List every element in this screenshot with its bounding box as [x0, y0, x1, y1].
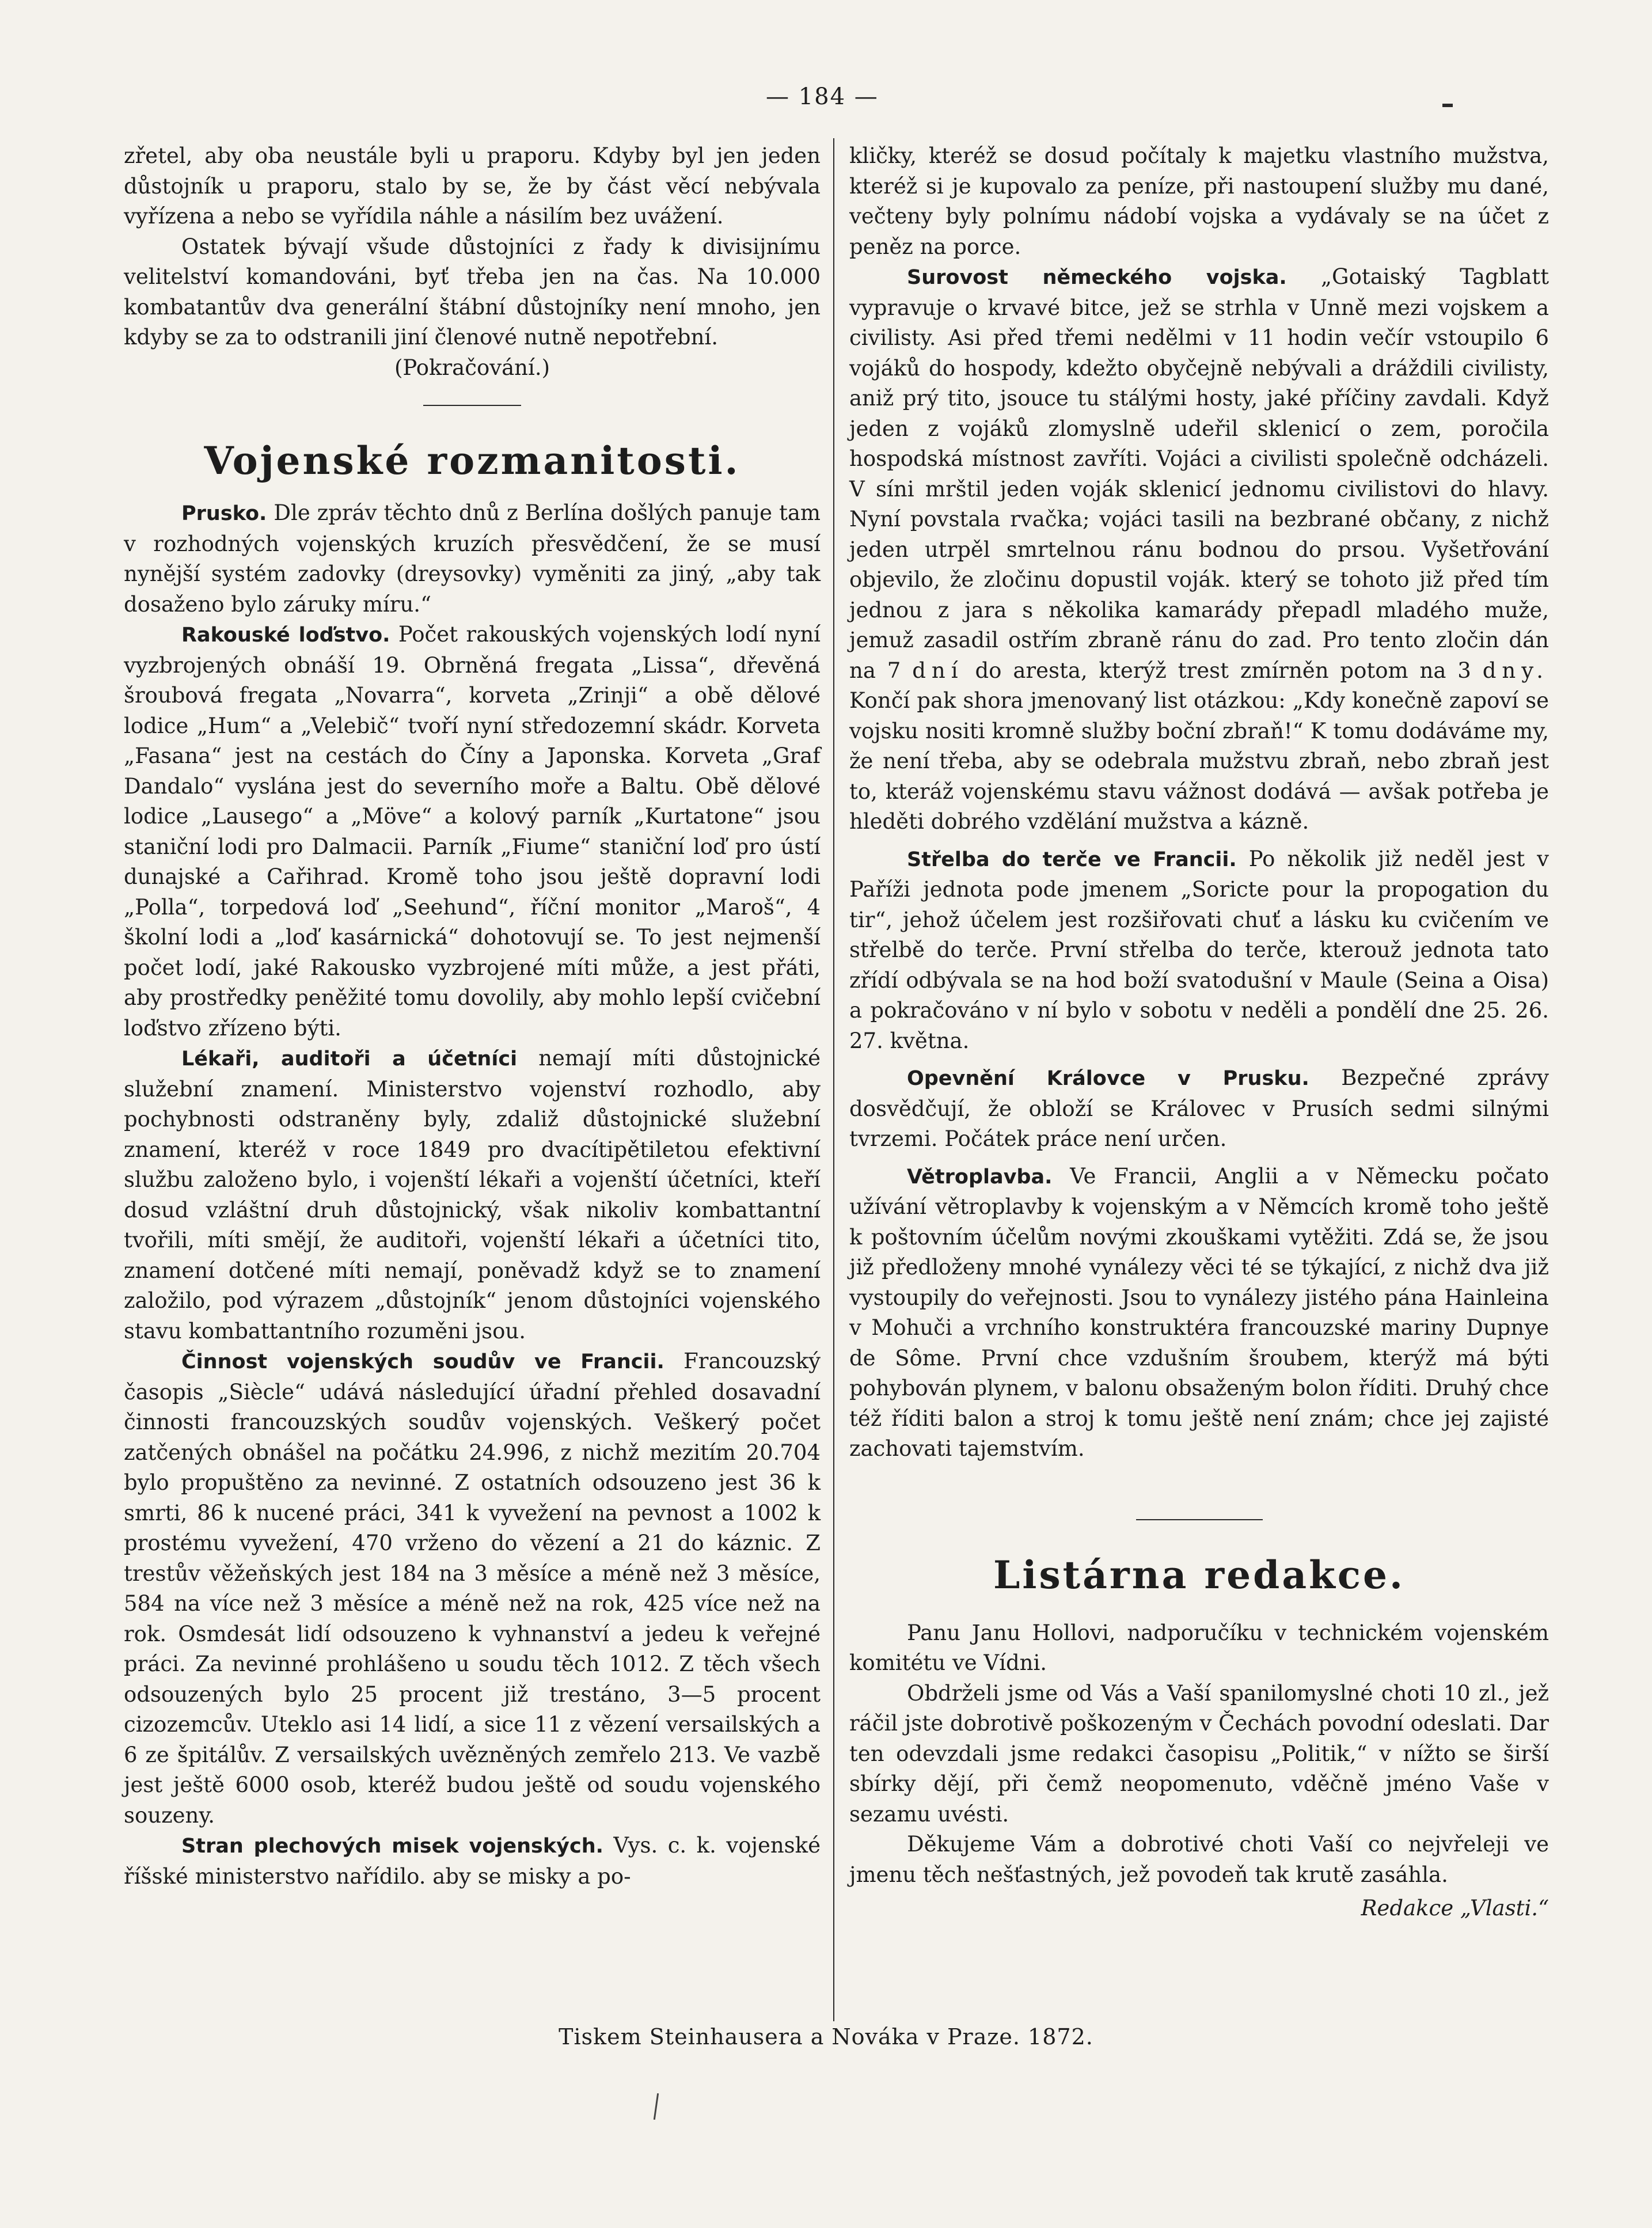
page-number: — 184 —: [766, 83, 879, 110]
listarna-paragraph: Obdrželi jsme od Vás a Vaší spanilomyslné choti 10 zl., jež ráčil jste dobrotivě poškozeným v Čechách povodní odeslati. Dar ten odevzdali jsme redakci časopisu „Politik,“ v nížto se širší sbírky dějí, při čemž neopomenuto, vděčně jméno Vaše v sezamu uvésti.: [849, 1680, 1549, 1827]
article-heading: Větroplavba.: [907, 1165, 1053, 1189]
article-plechove-misky: [124, 1831, 821, 1892]
article-body: Počet rakouských vojenských lodí nyní vyzbrojených obnáší 19. Obrněná fregata „Lissa“, dřevěná šroubová fregata „Novarra“, korveta „Zrinji“ a obě dělové lodice „Hum“ a „Velebič“ tvoří nyní středozemní skádr. Korveta „Fasana“ jest na cestách do Číny a Japonska. Korveta „Graf Dandalo“ vyslána jest do severního moře a Baltu. Obě dělové lodice „Lausego“ a „Möve“ a kolový parník „Kurtatone“ jsou staniční lodi pro Dalmacii. Parník „Fiume“ staniční loď pro ústí dunajské a Cařihrad. Kromě toho jsou ještě dopravní lodi „Polla“, torpedová loď „Seehund“, říční monitor „Maroš“, 4 školní lodi a „loď kasárnická“ dohotovují se. To jest nejmenší počet lodí, jaké Rakousko vyzbrojené míti může, a jest přáti, aby prostředky peněžité tomu dovolily, aby mohlo lepší cvičební loďstvo zřízeno býti.: [124, 622, 821, 1041]
listarna-address: Panu Janu Hollovi, nadporučíku v technickém vojenském komitétu ve Vídni.: [849, 1620, 1549, 1675]
right-column: [849, 141, 1549, 1924]
ostatek-paragraph: Ostatek bývají všude důstojníci z řady k divisijnímu velitelství komandováni, byť třeba jen na čas. Na 10.000 kombatantův dva generální štábní důstojníky není mnoho, jen kdyby se za to odstranili jiní členové nutně nepotřební.: [124, 234, 821, 350]
article-rakouske-lodstvo: [124, 620, 821, 1043]
article-heading: Lékaři, auditoři a účetníci: [181, 1047, 518, 1071]
article-body: Po několik již neděl jest v Paříži jednota pode jmenem „Soricte pour la propogation du tir“, jehož účelem jest rozšiřovati chuť a lásku ku cvičením ve střelbě do terče. První střelba do terče, kterouž jednota tato zřídí odbývala se na hod boží svatodušní v Maule (Seina a Oisa) a pokračováno v ní bylo v sobotu v neděli a pondělí dne 25. 26. 27. května.: [849, 846, 1550, 1053]
spaced-word: dny.: [1482, 658, 1549, 683]
pencil-mark: [654, 2093, 659, 2120]
article-surovost: [849, 262, 1549, 837]
article-heading: Surovost německého vojska.: [907, 266, 1287, 289]
article-prusko: [124, 498, 821, 620]
article-body: Končí pak shora jmenovaný list otázkou: „Kdy konečně zapoví se vojsku nositi kromně služby boční zbraň!“ K tomu dodáváme my, že není třeba, aby se odebrala mužstvu zbraň, nebo zbraň jest to, kteráž vojenskému stavu vážnost dodává — avšak potřeba je hleděti dobrého vzdělání mužstva a kázně.: [849, 688, 1549, 834]
left-continuation-paragraph: zřetel, aby oba neustále byli u praporu. Kdyby byl jen jeden důstojník u praporu, stalo by se, že by část věcí nebývala vyřízena a nebo se vyřídila náhle a násilím bez uvážení.: [124, 143, 821, 229]
article-body: Bezpečné zprávy dosvědčují, že obloží se Královec v Prusích sedmi silnými tvrzemi. Počátek práce není určen.: [849, 1065, 1550, 1151]
article-cinnost-soudu: [124, 1346, 821, 1831]
article-body: Dle zpráv těchto dnů z Berlína došlých panuje tam v rozhodných vojenských kruzích přesvědčení, že se musí nynější systém zadovky (dreysovky) vyměniti za jiný, „aby tak dosaženo bylo záruky míru.“: [124, 500, 821, 617]
article-body: do aresta, kterýž trest zmírněn potom na 3: [975, 658, 1471, 683]
article-body: Ve Francii, Anglii a v Německu počato užívání větroplavby k vojenským a v Němcích kromě toho ještě k poštovním účelům novými zkouškami vytěžiti. Zdá se, že jsou již předloženy mnohé vynálezy věci té se týkající, z nichž dva již vystoupily do veřejnosti. Jsou to vynálezy jistého pána Hainleina v Mohuči a vrchního konstruktéra francouzské mariny Dupnye de Sôme. První chce vzdušním šroubem, kterýž má býti pohybován plynem, v balonu obsaženým bolon říditi. Druhý chce též říditi balon a stroj k tomu ještě není znám; chce jej zajisté zachovati tajemstvím.: [849, 1163, 1550, 1461]
article-heading: Střelba do terče ve Francii.: [907, 848, 1237, 871]
article-lekari: [124, 1043, 821, 1346]
article-body: Vys. c. k. vojenské říšské ministerstvo nařídilo. aby se misky a po-: [124, 1833, 821, 1889]
listarna-title: Listárna redakce.: [993, 1552, 1405, 1597]
article-body: Francouzský časopis „Siècle“ udává následující úřadní přehled dosavadní činnosti francouzských soudův vojenských. Veškerý počet zatčených obnášel na počátku 24.996, z nichž mezitím 20.704 bylo propuštěno za nevinné. Z ostatních odsouzeno jest 36 k smrti, 86 k nucené práci, 341 k vyvežení na pevnost a 1002 k prostému vyvežení, 470 vrženo do vězení a 21 do káznic. Z trestův věžeňských jest 184 na 3 měsíce a méně než 3 měsíce, 584 na více než 3 měsíce a méně než na rok, 425 více než na rok. Osmdesát lidí odsouzeno k vyhnanství a jedeu k veřejné práci. Za nevinné prohlášeno u soudu těch 1012. Z těch všech odsouzených bylo 25 procent již trestáno, 3—5 procent cizozemcův. Uteklo asi 14 lidí, a sice 11 z vězení versailských a 6 ze špitálův. Z versailských uvězněných zemřelo 213. Ve vazbě jest ještě 6000 osob, kteréž budou ještě od soudu vojenského souzeny.: [124, 1349, 821, 1828]
column-divider: [833, 138, 834, 2021]
section-title: Vojenské rozmanitosti.: [204, 438, 740, 483]
article-strelba: [849, 844, 1549, 1057]
article-heading: Rakouské loďstvo.: [181, 624, 390, 647]
article-body: nemají míti důstojnické služební znamení. Ministerstvo vojenství rozhodlo, aby pochybnosti odstraněny byly, zdaliž důstojnické služební znamení, kteréž v roce 1849 pro dvacítipětiletou efektivní službu založeno bylo, i vojenští lékaři a vojenští účetníci, kteří dosud vzláštní druh důstojnický, však nikoliv kombattantní tvořili, míti smějí, že auditoři, vojenští lékaři a účetníci tito, znamení dotčené míti nemají, poněvadž když se to znamení založilo, pod výrazem „důstojník“ jenom důstojníci vojenského stavu kombattantního rozuměni jsou.: [124, 1046, 821, 1343]
article-heading: Stran plechových misek vojenských.: [181, 1835, 603, 1858]
right-continuation-paragraph: kličky, kteréž se dosud počítaly k majetku vlastního mužstva, kteréž si je kupovalo za peníze, při nastoupení služby mu dané, večteny byly polnímu nádobí vojska a vydávaly se na účet z peněz na porce.: [849, 143, 1549, 259]
ink-mark: [1442, 104, 1453, 107]
article-opevneni: [849, 1063, 1549, 1155]
article-heading: Opevnění Královce v Prusku.: [907, 1067, 1309, 1090]
article-heading: Prusko.: [181, 502, 267, 525]
article-body: „Gotaiský Tagblatt vypravuje o krvavé bitce, jež se strhla v Unně mezi vojskem a civilisty. Asi před třemi nedělmi v 11 hodin večír vstoupilo 6 vojáků do hospody, kdežto obyčejně nebývali a dráždili civilisty, aniž prý tito, jsouce tu stálými hosty, jaké příčiny zavdali. Když jeden z vojáků zlomyslně udeřil sklenicí o zem, poročila hospodská místnost zavříti. Vojáci a civilisti společně odcházeli. V síni mrštil jeden voják sklenicí jednomu civilistovi do hlavy. Nyní povstala rvačka; vojáci tasili na bezbrané občany, z nichž jeden utrpěl smrtelnou ránu bodnou do prsou. Vyšetřování objevilo, že zločinu dopustil voják. který se tohoto již před tím jednou z jara s několika kamarády přepadl mladého muže, jemuž zasadil ostřím zbraně ránu do zad. Pro tento zločin dán na 7: [849, 264, 1549, 683]
article-heading: Činnost vojenských soudův ve Francii.: [181, 1350, 664, 1373]
signature: Redakce „Vlasti.“: [1361, 1896, 1549, 1920]
section-rule: [423, 405, 521, 406]
left-column: [124, 141, 821, 1892]
section-rule: [1136, 1519, 1263, 1520]
listarna-paragraph: Děkujeme Vám a dobrotivé choti Vaší co nejvřeleji ve jmenu těch nešťastných, jež povodeň tak krutě zasáhla.: [849, 1832, 1549, 1887]
printer-footer: Tiskem Steinhausera a Nováka v Praze. 1872.: [559, 2024, 1093, 2049]
spaced-word: dní: [912, 658, 964, 683]
article-vetroplavba: [849, 1162, 1549, 1464]
continuation-note: (Pokračování.): [394, 355, 550, 380]
